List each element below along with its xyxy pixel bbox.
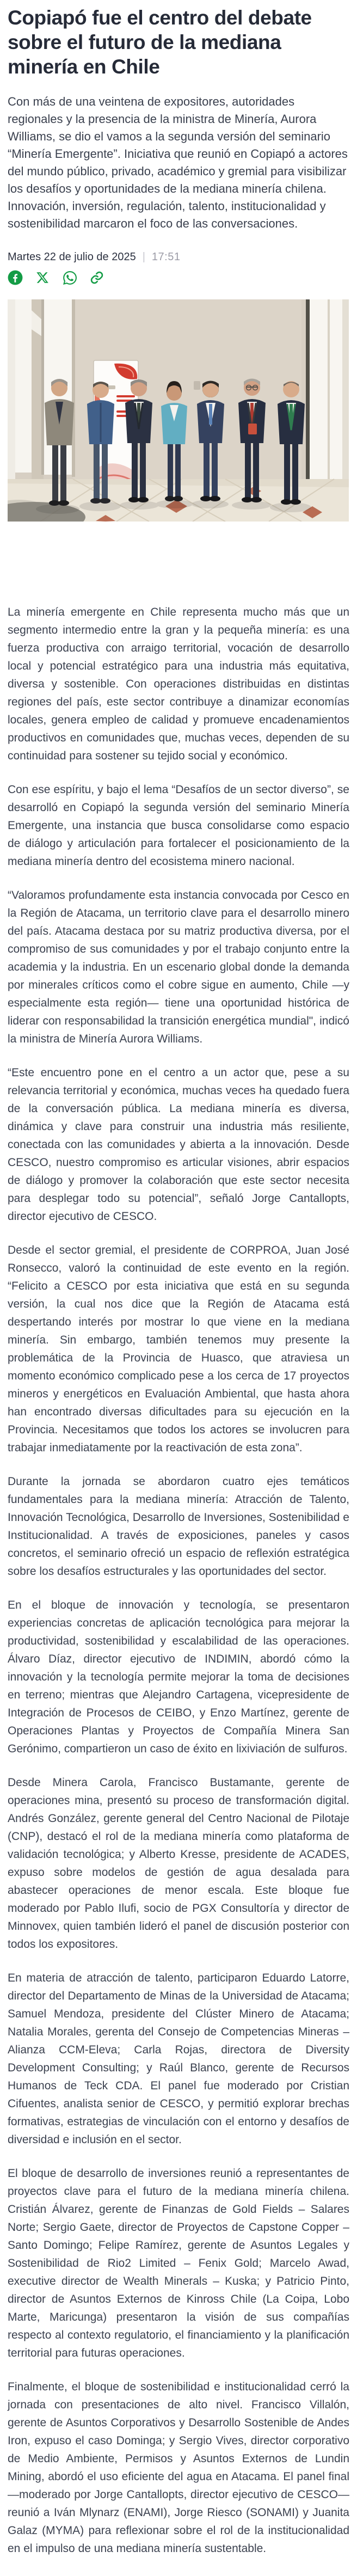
article-paragraph: La minería emergente en Chile representa mucho más que un segmento intermedio entre la gran y la pequeña minería: es una fuerza productiva con arraigo territorial, vocación de desarrollo local y potencial estratégico para una industria más equitativa, diversa y sostenible. Con operaciones distribuidas en distintas regiones del país, este sector contribuye a dinamizar economías locales, genera empleo de calidad y promueve encadenamientos productivos en comunidades que, muchas veces, dependen de su continuidad para sostener su tejido social y económico. — [8, 606, 349, 763]
article-paragraph: En materia de atracción de talento, participaron Eduardo Latorre, director del Departamento de Minas de la Universidad de Atacama; Samuel Mendoza, presidente del Clúster Minero de Atacama; Natalia Morales, gerenta del Consejo de Competencias Mineras – Alianza CCM-Eleva; Carla Rojas, directora de Diversity Development Consulting; y Raúl Blanco, gerente de Recursos Humanos de Teck CDA. El panel fue moderado por Cristian Cifuentes, analista senior de CESCO, y permitió explorar brechas formativas, estrategias de vinculación con el entorno y desafíos de diversidad e inclusión en el sector. — [8, 1972, 349, 2146]
whatsapp-share-button[interactable] — [62, 270, 77, 285]
article-paragraph: El bloque de desarrollo de inversiones reunió a representantes de proyectos clave para el futuro de la mediana minería chilena. Cristián Álvarez, gerente de Finanzas de Gold Fields – Salares Norte; Sergio Gaete, director de Proyectos de Capstone Copper – Santo Domingo; Felipe Ramírez, gerente de Asuntos Legales y Sostenibilidad de Rio2 Limited – Fenix Gold; Marcelo Awad, executive director de Wealth Minerals – Kuska; y Patricio Pinto, director de Asuntos Externos de Kinross Chile (La Coipa, Lobo Marte, Maricunga) presentaron la visión de sus compañías respecto al contexto regulatorio, el financiamiento y la planificación territorial para futuras operaciones. — [8, 2167, 349, 2360]
x-icon — [36, 271, 49, 284]
publish-date: Martes 22 de julio de 2025 — [8, 251, 136, 263]
article-standfirst: Con más de una veintena de expositores, autoridades regionales y la presencia de la ministra de Minería, Aurora Williams, se dio el vamos a la segunda versión del seminario “Minería Emergente”. Iniciativa que reunió en Copiapó a actores del mundo público, privado, académico y gremial para visibilizar los desafíos y oportunidades de la mediana minería chilena. Innovación, inversión, regulación, talento, institucionalidad y sostenibilidad marcaron el foco de las conversaciones. — [8, 95, 348, 231]
share-bar — [8, 270, 349, 285]
article-paragraph: Desde el sector gremial, el presidente de CORPROA, Juan José Ronsecco, valoró la continuidad de este evento en la región. “Felicito a CESCO por esta iniciativa que está en su segunda versión, la cual nos dice que la Región de Atacama está despertando interés por mostrar lo que viene en la mediana minería. Sin embargo, también tenemos muy presente la problemática de la Provincia de Huasco, que atraviesa un momento económico complicado pese a los cerca de 17 proyectos mineros y energéticos en Evaluación Ambiental, que hasta ahora han encontrado diversas dificultades para su ejecución en la Provincia. Necesitamos que todos los actores se involucren para trabajar inmediatamente por la reactivación de esta zona”. — [8, 1244, 349, 1455]
article-paragraph: En el bloque de innovación y tecnología, se presentaron experiencias concretas de aplicación tecnológica para mejorar la productividad, sostenibilidad y escalabilidad de las operaciones. Álvaro Díaz, director ejecutivo de INDIMIN, abordó cómo la innovación y la tecnología permite mejorar la toma de decisiones en terreno; mientras que Alejandro Cartagena, vicepresidente de Integración de Procesos de CEIBO, y Enzo Martínez, gerente de Operaciones Plantas y Proyectos de Compañía Minera San Gerónimo, compartieron un caso de éxito en lixiviación de sulfuros. — [8, 1599, 349, 1756]
meta-separator: | — [142, 251, 145, 263]
article-photo — [8, 299, 349, 522]
article-paragraph: Finalmente, el bloque de sostenibilidad e institucionalidad cerró la jornada con presentaciones de alto nivel. Francisco Villalón, gerente de Asuntos Corporativos y Desarrollo Sostenible de Andes Iron, expuso el caso Dominga; y Sergio Vives, director corporativo de Medio Ambiente, Permisos y Asuntos Externos de Lundin Mining, abordó el uso eficiente del agua en Atacama. El panel final —moderado por Jorge Cantallopts, director ejecutivo de CESCO— reunió a Iván Mlynarz (ENAMI), Jorge Riesco (SONAMI) y Juanita Galaz (MYMA) para reflexionar sobre el rol de la institucionalidad en el impulso de una mediana minería sustentable. — [8, 2381, 349, 2555]
x-share-button[interactable] — [35, 270, 50, 285]
article-paragraph: Desde Minera Carola, Francisco Bustamante, gerente de operaciones mina, presentó su proceso de transformación digital. Andrés González, gerente general del Centro Nacional de Pilotaje (CNP), destacó el rol de la mediana minería como plataforma de validación tecnológica; y Alberto Kresse, presidente de ACADES, expuso sobre modelos de gestión de agua desalada para abastecer operaciones de menor escala. Este bloque fue moderado por Pablo Ilufi, socio de PGX Consultoría y director de Minnovex, quien también lideró el panel de discusión posterior con todos los expositores. — [8, 1776, 349, 1951]
article-paragraph: Durante la jornada se abordaron cuatro ejes temáticos fundamentales para la mediana minería: Atracción de Talento, Innovación Tecnológica, Desarrollo de Inversiones, Sostenibilidad e Institucionalidad. A través de exposiciones, paneles y casos concretos, el seminario ofreció un espacio de reflexión estratégica sobre los desafíos estructurales y las oportunidades del sector. — [8, 1475, 349, 1578]
facebook-share-button[interactable] — [8, 270, 23, 285]
publish-meta — [8, 251, 349, 263]
link-icon — [90, 271, 104, 285]
article-body — [8, 603, 349, 2557]
facebook-icon — [8, 270, 23, 285]
article-paragraph: “Valoramos profundamente esta instancia convocada por Cesco en la Región de Atacama, un territorio clave para el desarrollo minero del país. Atacama destaca por su matriz productiva diversa, por el compromiso de sus comunidades y por el trabajo conjunto entre la academia y la industria. En un escenario global donde la demanda por minerales críticos como el cobre sigue en aumento, Chile —y especialmente esta región— tiene una oportunidad histórica de liderar con responsabilidad la transición energética mundial", indicó la ministra de Minería Aurora Williams. — [8, 889, 349, 1046]
whatsapp-icon — [63, 271, 77, 285]
publish-time: 17:51 — [151, 251, 181, 263]
article-title: Copiapó fue el centro del debate sobre el futuro de la mediana minería en Chile — [8, 7, 312, 78]
copy-link-button[interactable] — [89, 270, 104, 285]
article-paragraph: “Este encuentro pone en el centro a un actor que, pese a su relevancia territorial y económica, muchas veces ha quedado fuera de la conversación pública. La mediana minería es diversa, dinámica y clave para construir una industria más resiliente, conectada con las comunidades y abierta a la innovación. Desde CESCO, nuestro compromiso es articular visiones, abrir espacios de diálogo y promover la colaboración que este sector necesita para desplegar todo su potencial”, señaló Jorge Cantallopts, director ejecutivo de CESCO. — [8, 1066, 349, 1223]
photo-illustration — [8, 299, 349, 522]
photo-right-window — [306, 299, 349, 482]
article-paragraph: Con ese espíritu, y bajo el lema “Desafíos de un sector diverso”, se desarrolló en Copiapó la segunda versión del seminario Minería Emergente, una instancia que busca consolidarse como espacio de diálogo y articulación para fortalecer el posicionamiento de la mediana minería dentro del ecosistema minero nacional. — [8, 783, 349, 868]
